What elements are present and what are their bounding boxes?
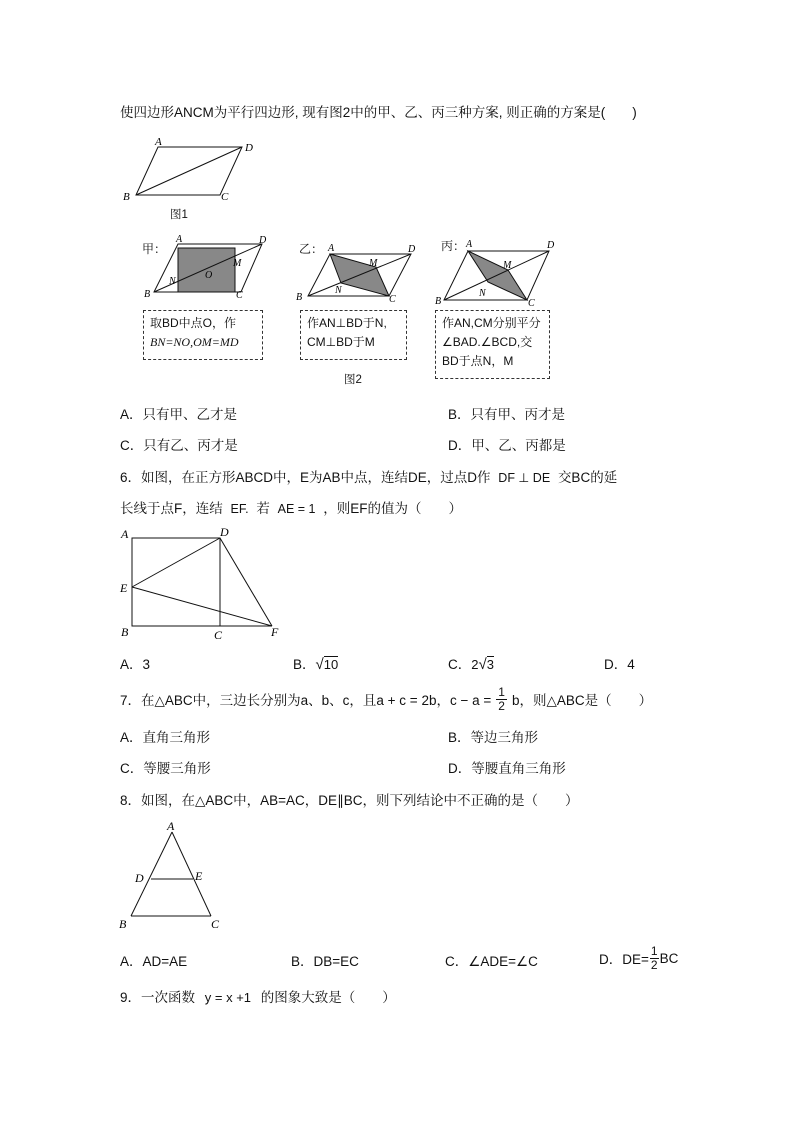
svg-text:D: D [259, 235, 267, 246]
sqrt-icon: √ [315, 656, 324, 673]
bing-desc-line2: ∠BAD.∠BCD,交 [442, 335, 533, 349]
fig1-label-a: A [155, 136, 162, 148]
svg-text:M: M [369, 258, 378, 269]
svg-text:F: F [271, 625, 279, 639]
svg-text:B: B [144, 289, 151, 300]
svg-text:M: M [503, 260, 512, 271]
yi-desc-line1: 作AN⊥BD于N, [307, 316, 387, 330]
bing-desc-line3: BD于点N，M [442, 354, 514, 368]
bing-tag: 丙： [441, 239, 466, 253]
q8-option-a[interactable]: A．AD=AE [120, 954, 188, 969]
svg-text:A: A [328, 243, 335, 254]
q8-option-d[interactable]: D．DE= $\frac{1}{2}$ BC [599, 943, 679, 972]
q7-option-d[interactable]: D．等腰直角三角形 [448, 761, 566, 776]
q5-figure-bing [430, 230, 570, 308]
q5-option-d[interactable]: D．甲、乙、丙都是 [448, 438, 566, 453]
jia-description-box [143, 310, 263, 360]
svg-text:D: D [220, 525, 229, 539]
yi-description-box [300, 310, 407, 360]
q9-stem: 9．一次函数 y = x +1 的图象大致是（ ） [120, 990, 396, 1005]
q5-stem: 使四边形ANCM为平行四边形, 现有图2中的甲、乙、丙三种方案, 则正确的方案是( ) [120, 105, 637, 120]
q6-option-b[interactable]: B．√10 [293, 656, 339, 673]
svg-text:B: B [296, 292, 303, 303]
svg-text:A: A [176, 234, 183, 245]
q8-figure [116, 818, 231, 936]
q6-option-d[interactable]: D．4 [604, 657, 635, 672]
q7-stem: 7．在△ABC中，三边长分别为a、b、c，且a + c = 2b，c − a = $\frac{1}{2}$ b，则△ABC是（ ） [120, 684, 653, 713]
q6-option-a[interactable]: A．3 [120, 657, 151, 672]
q6-figure [116, 524, 291, 644]
fig1-label-d: D [245, 142, 253, 154]
svg-text:C: C [214, 628, 223, 642]
q5-figure-yi [290, 230, 430, 305]
q7-option-b[interactable]: B．等边三角形 [448, 730, 539, 745]
q7-option-a[interactable]: A．直角三角形 [120, 730, 211, 745]
svg-text:C: C [389, 294, 396, 305]
fig1-label-c: C [221, 191, 229, 203]
svg-text:D: D [408, 244, 416, 255]
jia-tag: 甲： [142, 242, 167, 256]
fig1-label-b: B [123, 191, 130, 203]
jia-desc-line2: BN=NO,OM=MD [150, 335, 239, 349]
svg-text:M: M [233, 258, 242, 269]
q5-figure-jia [140, 230, 280, 305]
svg-text:B: B [121, 625, 129, 639]
q6-option-c[interactable]: C．2√3 [448, 656, 494, 673]
jia-desc-line1: 取BD中点O，作 [150, 316, 237, 330]
svg-text:A: A [121, 527, 129, 541]
svg-text:N: N [479, 288, 486, 299]
svg-text:C: C [528, 298, 535, 308]
svg-text:N: N [169, 276, 176, 287]
q6-stem-line2: 长线于点F，连结 EF. 若 AE = 1 ，则EF的值为（ ） [120, 501, 463, 516]
svg-text:C: C [236, 290, 243, 301]
svg-text:E: E [195, 869, 203, 883]
q9-formula: y = x +1 [204, 990, 252, 1005]
bing-description-box [435, 310, 550, 379]
svg-text:O: O [205, 270, 213, 281]
yi-desc-line2: CM⊥BD于M [307, 335, 375, 349]
yi-tag: 乙： [299, 242, 324, 256]
q7-fraction: $\frac{1}{2}$ [498, 684, 505, 713]
q5-option-c[interactable]: C．只有乙、丙才是 [120, 438, 238, 453]
svg-text:D: D [135, 871, 144, 885]
bing-desc-line1: 作AN,CM分别平分 [442, 316, 541, 330]
svg-text:D: D [547, 240, 555, 251]
svg-text:E: E [120, 581, 128, 595]
svg-text:A: A [167, 819, 175, 833]
svg-text:B: B [119, 917, 127, 931]
fig2-caption: 图2 [344, 374, 362, 386]
q5-option-a[interactable]: A．只有甲、乙才是 [120, 407, 238, 422]
q8-stem: 8．如图，在△ABC中，AB=AC，DE∥BC，则下列结论中不正确的是（ ） [120, 793, 579, 808]
q5-figure-1 [118, 134, 268, 224]
sqrt-icon: √ [478, 656, 487, 673]
q6-stem-line1: 6．如图，在正方形ABCD中，E为AB中点，连结DE，过点D作 DF ⊥ DE 交BC的延 [120, 470, 618, 485]
q5-option-b[interactable]: B．只有甲、丙才是 [448, 407, 566, 422]
q8-option-c[interactable]: C．∠ADE=∠C [445, 954, 538, 969]
svg-text:A: A [466, 239, 473, 250]
svg-text:B: B [435, 296, 442, 307]
q6-condition-perpendicular: DF ⊥ DE [498, 471, 551, 485]
svg-text:C: C [211, 917, 220, 931]
q7-option-c[interactable]: C．等腰三角形 [120, 761, 211, 776]
fig1-caption: 图1 [170, 209, 188, 221]
q8-option-b[interactable]: B．DB=EC [291, 954, 359, 969]
svg-text:N: N [335, 285, 342, 296]
